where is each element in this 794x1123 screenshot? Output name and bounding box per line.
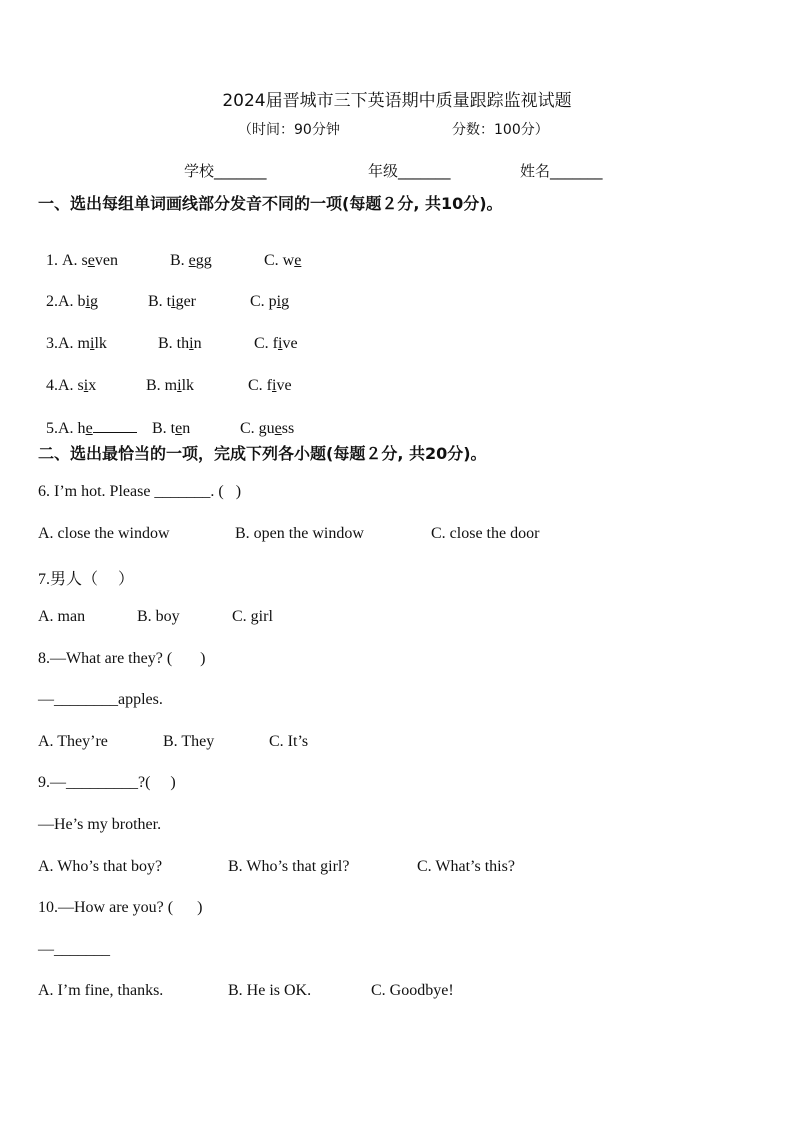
- option-c: C. close the door: [431, 525, 540, 542]
- question-8-stem: 8.—What are they? ( ): [38, 650, 206, 667]
- question-6-options: [38, 525, 539, 543]
- question-9-options: [38, 858, 515, 876]
- option-b: B. egg: [170, 252, 212, 269]
- question-8-answer: —________apples.: [38, 691, 163, 708]
- option-b: B. ten: [152, 420, 191, 437]
- option-b: B. open the window: [235, 525, 364, 542]
- option-a: A. he: [58, 418, 152, 438]
- option-b: B. thin: [158, 335, 202, 352]
- question-3: [38, 317, 298, 353]
- question-7-stem: 7.男人（ ）: [38, 571, 135, 588]
- option-b: B. He is OK.: [228, 982, 312, 999]
- question-number: 2.: [46, 293, 58, 310]
- option-b: B. boy: [137, 608, 180, 625]
- section2-heading: 二、选出最恰当的一项，完成下列各小题(每题２分, 共20分)。: [38, 444, 487, 463]
- question-6-stem: 6. I’m hot. Please _______. ( ): [38, 483, 242, 500]
- question-9-stem: 9.—_________?( ): [38, 774, 176, 791]
- option-c: C. It’s: [269, 733, 309, 750]
- option-c: C. guess: [240, 420, 295, 437]
- question-7-options: [38, 608, 273, 626]
- question-10-stem: 10.—How are you? ( ): [38, 899, 203, 916]
- option-a: A. six: [58, 377, 97, 394]
- option-a: A. They’re: [38, 733, 108, 750]
- question-10-answer: —_______: [38, 941, 110, 958]
- question-5: [38, 400, 294, 438]
- option-a: A. Who’s that boy?: [38, 858, 163, 875]
- exam-time: （时间：90分钟: [238, 122, 340, 138]
- option-a: A. I’m fine, thanks.: [38, 982, 164, 999]
- question-number: 1.: [46, 252, 62, 269]
- option-b: B. tiger: [148, 293, 197, 310]
- option-c: C. five: [254, 335, 298, 352]
- option-c: C. What’s this?: [417, 858, 515, 875]
- option-a: A. close the window: [38, 525, 170, 542]
- question-number: 5.: [46, 420, 58, 437]
- option-a: A. big: [58, 293, 99, 310]
- option-a: A. seven: [62, 252, 118, 269]
- page-title: 2024届晋城市三下英语期中质量跟踪监视试题: [222, 91, 572, 111]
- option-c: C. five: [248, 377, 292, 394]
- grade-field: 年级_______: [368, 162, 451, 180]
- question-number: 3.: [46, 335, 58, 352]
- school-field: 学校_______: [184, 162, 267, 180]
- question-4: [38, 359, 292, 395]
- name-field: 姓名_______: [520, 162, 603, 180]
- question-9-answer: —He’s my brother.: [38, 816, 162, 833]
- option-c: C. Goodbye!: [371, 982, 454, 999]
- option-a: A. milk: [58, 335, 107, 352]
- question-number: 4.: [46, 377, 58, 394]
- section1-heading: 一、选出每组单词画线部分发音不同的一项(每题２分, 共10分)。: [38, 194, 503, 213]
- option-b: B. Who’s that girl?: [228, 858, 350, 875]
- option-b: B. milk: [146, 377, 195, 394]
- question-10-options: [38, 982, 454, 1000]
- question-8-options: [38, 733, 308, 751]
- question-2: [38, 275, 289, 311]
- option-c: C. we: [264, 252, 302, 269]
- exam-score: 分数：100分）: [452, 122, 549, 138]
- option-b: B. They: [163, 733, 215, 750]
- option-a: A. man: [38, 608, 86, 625]
- question-1: [38, 234, 301, 270]
- option-c: C. pig: [250, 293, 290, 310]
- option-c: C. girl: [232, 608, 273, 625]
